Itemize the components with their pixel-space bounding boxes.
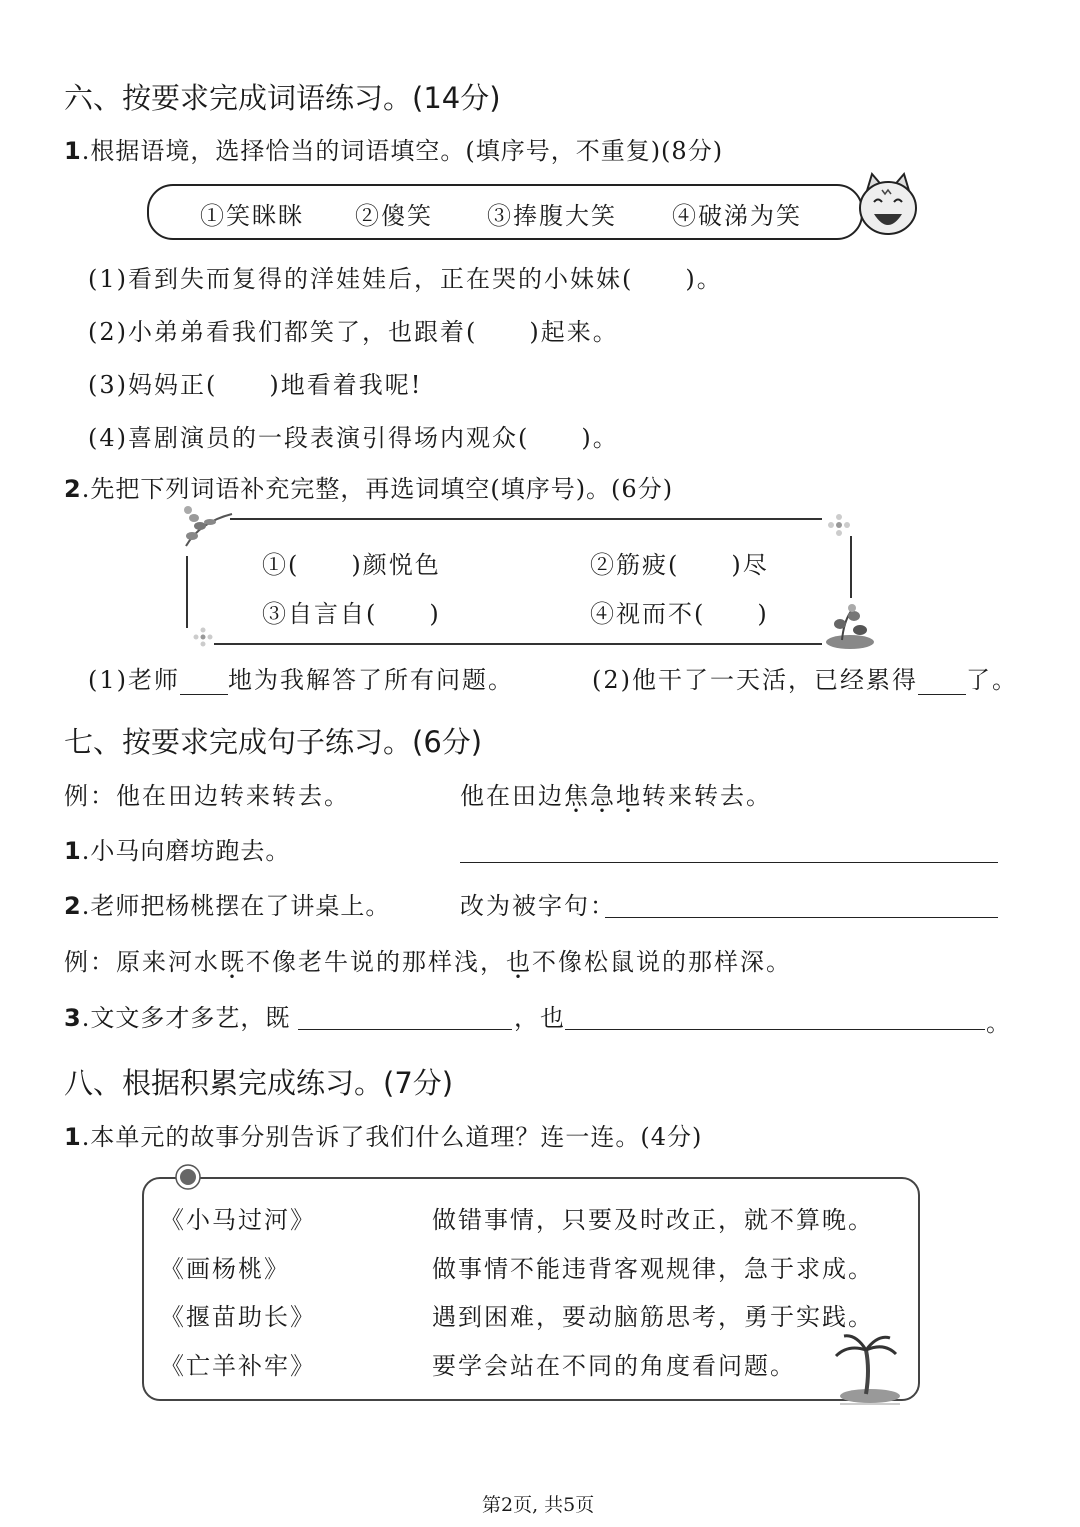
flower-decoration-icon xyxy=(192,626,214,648)
example1-right: 他在田边焦急地转来转去。 xyxy=(460,782,772,810)
lesson-3[interactable]: 遇到困难，要动脑筋思考，勇于实践。 xyxy=(432,1303,874,1331)
box-right-line xyxy=(850,536,852,598)
q3-end: 。 xyxy=(986,1009,1012,1037)
fill-sentence-1: (1)老师 地为我解答了所有问题。 xyxy=(88,666,514,694)
word-3: ③自言自( ) xyxy=(262,600,441,628)
passive-label: 改为被字句： xyxy=(460,892,616,920)
story-2[interactable]: 《画杨桃》 xyxy=(160,1255,290,1283)
leaf-decoration-icon xyxy=(180,500,240,552)
page-footer: 第2页, 共5页 xyxy=(482,1494,595,1516)
flower-decoration-icon xyxy=(826,512,852,538)
section7-title: 七、按要求完成句子练习。(6分) xyxy=(64,725,483,759)
q1-item-2: (2)小弟弟看我们都笑了，也跟着( )起来。 xyxy=(88,318,619,346)
answer-line[interactable] xyxy=(298,1029,512,1030)
section8-q1: 1.本单元的故事分别告诉了我们什么道理？连一连。(4分) xyxy=(64,1123,703,1151)
option-1: ①笑眯眯 xyxy=(200,202,304,230)
story-4[interactable]: 《亡羊补牢》 xyxy=(160,1352,316,1380)
q1-item-3: (3)妈妈正( )地看着我呢! xyxy=(88,371,423,399)
answer-line[interactable] xyxy=(605,917,998,918)
word-2: ②筋疲( )尽 xyxy=(590,551,769,579)
q1-item-4: (4)喜剧演员的一段表演引得场内观众( )。 xyxy=(88,424,619,452)
section7-q2: 2.老师把杨桃摆在了讲桌上。 xyxy=(64,892,391,920)
palm-island-icon xyxy=(826,1330,910,1408)
lesson-4[interactable]: 要学会站在不同的角度看问题。 xyxy=(432,1352,796,1380)
q1-item-1: (1)看到失而复得的洋娃娃后，正在哭的小妹妹( )。 xyxy=(88,265,723,293)
section8-title: 八、根据积累完成练习。(7分) xyxy=(64,1066,454,1100)
example1-left: 例：他在田边转来转去。 xyxy=(64,782,350,810)
blank[interactable] xyxy=(180,672,228,695)
q3-mid: ，也 xyxy=(514,1004,566,1032)
section7-q3: 3.文文多才多艺，既 xyxy=(64,1004,291,1032)
story-1[interactable]: 《小马过河》 xyxy=(160,1206,316,1234)
q-number: 2 xyxy=(64,475,82,503)
q-number: 1 xyxy=(64,137,82,165)
example2: 例：原来河水既不像老牛说的那样浅，也不像松鼠说的那样深。 xyxy=(64,948,792,976)
option-2: ②傻笑 xyxy=(355,202,433,230)
answer-line[interactable] xyxy=(565,1029,985,1030)
word-4: ④视而不( ) xyxy=(590,600,769,628)
story-3[interactable]: 《揠苗助长》 xyxy=(160,1303,316,1331)
section7-q1: 1.小马向磨坊跑去。 xyxy=(64,837,291,865)
word-1: ①( )颜悦色 xyxy=(262,551,441,579)
cat-icon xyxy=(852,170,924,242)
section6-q2 xyxy=(64,469,673,504)
option-4: ④破涕为笑 xyxy=(672,202,802,230)
box-left-line xyxy=(186,556,188,628)
lesson-1[interactable]: 做错事情，只要及时改正，就不算晚。 xyxy=(432,1206,874,1234)
q-text: .先把下列词语补充完整，再选词填空(填序号)。(6分) xyxy=(81,475,674,503)
box-top-line xyxy=(230,518,822,520)
option-3: ③捧腹大笑 xyxy=(487,202,617,230)
fill-sentence-2: (2)他干了一天活，已经累得 了。 xyxy=(592,666,1018,694)
pin-icon xyxy=(174,1163,202,1191)
section6-title: 六、按要求完成词语练习。(14分) xyxy=(64,81,501,115)
section6-q1 xyxy=(64,131,723,166)
box-bottom-line xyxy=(214,643,822,645)
answer-line[interactable] xyxy=(460,862,998,863)
blank[interactable] xyxy=(918,672,966,695)
lesson-2[interactable]: 做事情不能违背客观规律，急于求成。 xyxy=(432,1255,874,1283)
q-text: .根据语境，选择恰当的词语填空。(填序号，不重复)(8分) xyxy=(81,137,724,165)
plant-decoration-icon xyxy=(822,602,878,650)
